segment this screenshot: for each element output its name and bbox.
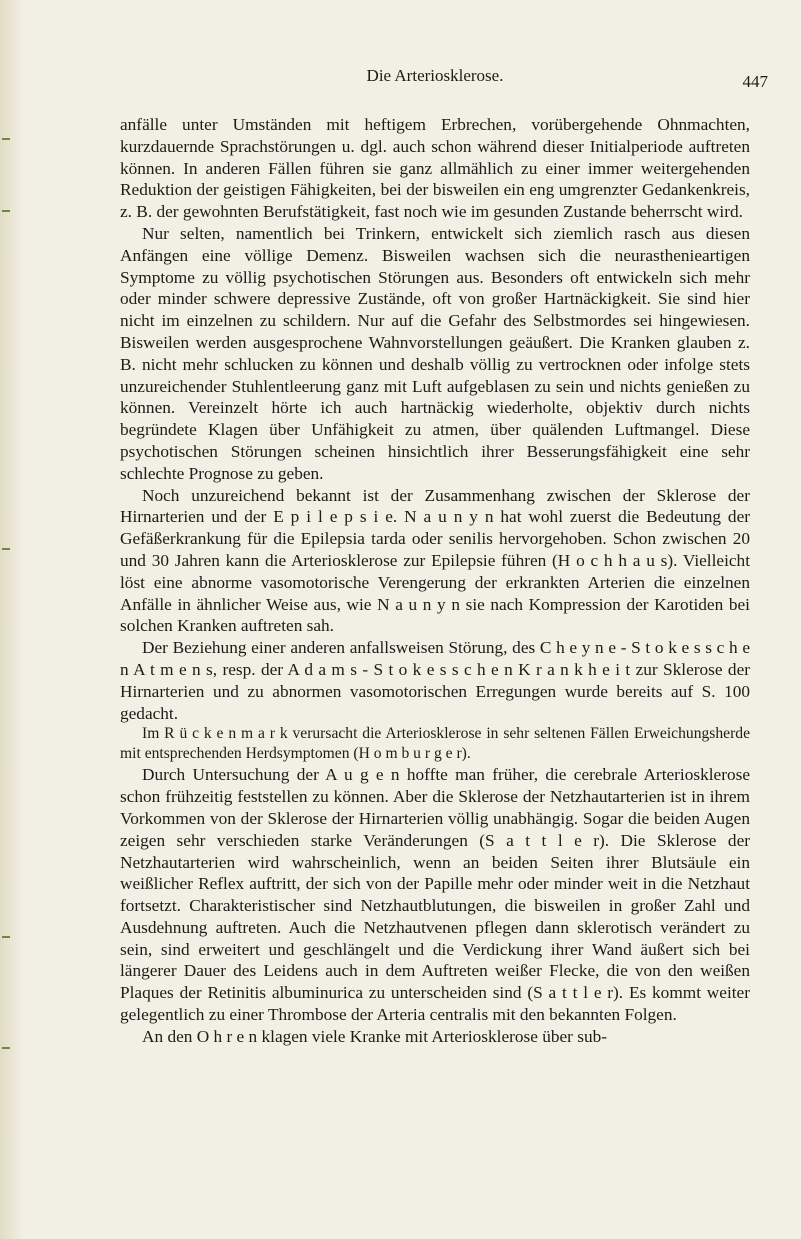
binding-mark — [2, 1047, 10, 1049]
book-page — [120, 62, 768, 1048]
paragraph: anfälle unter Umständen mit heftigem Erbrechen, vorübergehende Ohnmachten, kurzdauernde Sprachstörungen u. dgl. auch schon während dieser Initialperiode auftreten können. In anderen Fällen führen sie ganz allmählich zu einer immer weitergehenden Reduktion der geistigen Fähigkeiten, bei der bisweilen ein eng umgrenzter Gedankenkreis, z. B. der gewohnten Berufstätigkeit, fast noch wie im gesunden Zustande beherrscht wird. — [120, 115, 750, 222]
paragraph: Nur selten, namentlich bei Trinkern, entwickelt sich ziemlich rasch aus diesen Anfängen eine völlige Demenz. Bisweilen wachsen sich die neurastheniеartigen Symptome zu völlig psychotischen Störungen aus. Besonders oft entwickeln sich mehr oder minder schwere depressive Zustände, oft von großer Hartnäckigkeit. Sie sind hier nicht im einzelnen zu schildern. Nur auf die Gefahr des Selbstmordes sei hingewiesen. Bisweilen werden ausgesprochene Wahnvorstellungen geäußert. Die Kranken glauben z. B. nicht mehr schlucken zu können und deshalb völlig zu vertrocknen oder infolge stets unzureichender Stuhlentleerung ganz mit Luft aufgeblasen zu sein und nichts genießen zu können. Vereinzelt hörte ich auch hartnäckig wiederholte, objektiv durch nichts begründete Klagen über Unfähigkeit zu atmen, über quälenden Luftmangel. Diese psychotischen Störungen scheinen hinsichtlich ihrer Besserungsfähigkeit eine sehr schlechte Prognose zu geben. — [120, 223, 750, 483]
paragraph: An den O h r e n klagen viele Kranke mit Arteriosklerose über sub- — [142, 1026, 608, 1046]
paragraph: Noch unzureichend bekannt ist der Zusammenhang zwischen der Sklerose der Hirnarterien und der E p i l e p s i e. N a u n y n hat wohl zuerst die Bedeutung der Gefäßerkrankung für die Epilepsia tarda oder senilis hervorgehoben. Schon zwischen 20 und 30 Jahren kann die Arteriosklerose zur Epilepsie führen (H o c h h a u s). Vielleicht löst eine abnorme vasomotorische Verengerung der erkrankten Arterien die einzelnen Anfälle in ähnlicher Weise aus, wie N a u n y n sie nach Kompression der Karotiden bei solchen Kranken auftreten sah. — [120, 485, 750, 636]
binding-mark — [2, 210, 10, 212]
paragraph: Durch Untersuchung der A u g e n hoffte man früher, die cerebrale Arteriosklerose schon frühzeitig feststellen zu können. Aber die Sklerose der Netzhautarterien ist in ihrem Vorkommen von der Sklerose der Hirnarterien völlig unabhängig. Sogar die beiden Augen zeigen sehr verschieden starke Veränderungen (S a t t l e r). Die Sklerose der Netzhautarterien wird wahrscheinlich, wenn an beiden Seiten ihrer Blutsäule ein weißlicher Reflex auftritt, der sich von der Papille mehr oder minder weit in die Netzhaut fortsetzt. Charakteristischer sind Netzhautblutungen, die bisweilen in großer Zahl und Ausdehnung auftreten. Auch die Netzhautvenen pflegen dann sklerotisch verändert zu sein, sind erweitert und geschlängelt und die Verdickung ihrer Wand äußert sich bei längerer Dauer des Leidens auch in dem Auftreten weißer Flecke, die von den weißen Plaques der Retinitis albuminurica zu unterscheiden sind (S a t t l e r). Es kommt weiter gelegentlich zu einer Thrombose der Arteria centralis mit den bekannten Folgen. — [120, 765, 750, 1025]
paragraph: Im R ü c k e n m a r k verursacht die Arteriosklerose in sehr seltenen Fällen Erweichungsherde mit entsprechenden Herdsymptomen (H o m b u r g e r). — [120, 725, 750, 763]
binding-mark — [2, 138, 10, 140]
binding-mark — [2, 548, 10, 550]
binding-mark — [2, 936, 10, 938]
page-number: 447 — [742, 72, 768, 91]
paragraph: Der Beziehung einer anderen anfallsweisen Störung, des C h e y n e - S t o k e s s c h e n A t m e n s, resp. der A d a m s - S t o k e s s c h e n K r a n k h e i t zur Sklerose der Hirnarterien und zu abnormen vasomotorischen Erregungen wurde bereits auf S. 100 gedacht. — [120, 638, 750, 723]
body-text — [120, 114, 750, 1048]
running-title: Die Arteriosklerose. — [366, 66, 504, 85]
page-binding-edge — [0, 0, 22, 1239]
page-header — [120, 62, 768, 96]
